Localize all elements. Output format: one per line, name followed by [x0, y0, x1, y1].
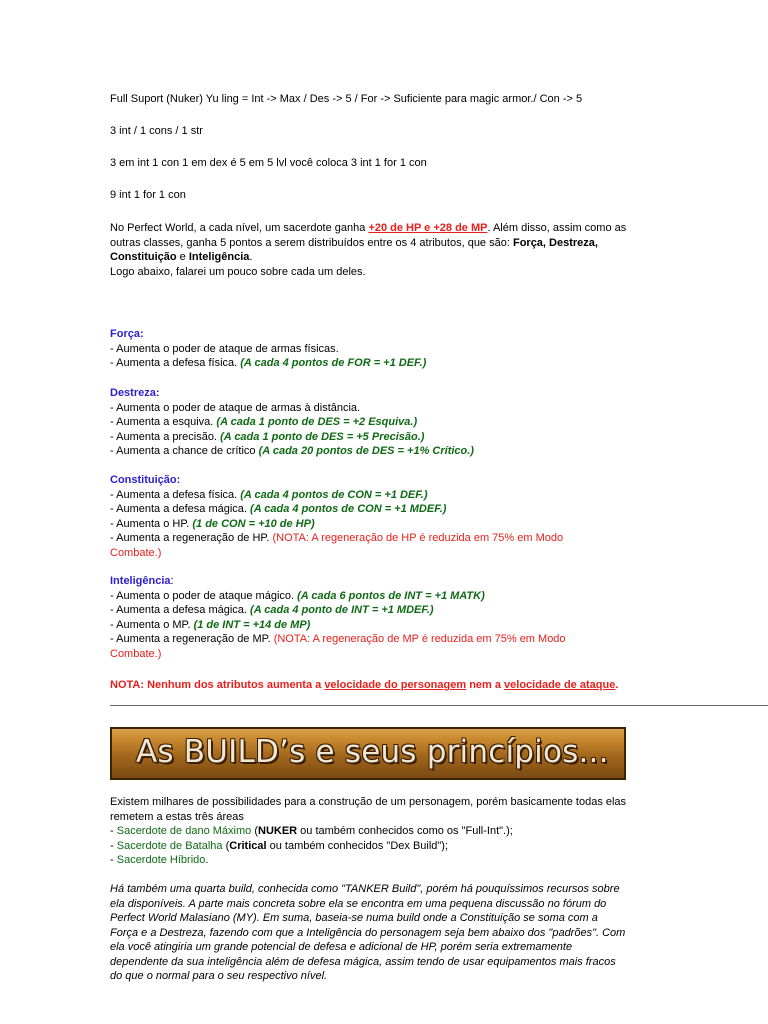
list-dash: - [110, 839, 117, 852]
paragraph-text: outras classes, ganha 5 pontos a serem distribuídos entre os 4 atributos, que são: [110, 236, 513, 249]
build-name: Sacerdote Híbrido [116, 854, 206, 866]
builds-text: . [205, 854, 209, 866]
inteligencia-item: - Aumenta o MP. [110, 618, 194, 631]
builds-text: ou também conhecidos como os "Full-Int".); [297, 825, 513, 837]
constituicao-item: - Aumenta a defesa física. [110, 488, 241, 501]
builds-text: ( [222, 839, 230, 852]
builds-text: ( [251, 825, 258, 837]
list-dash: - [110, 854, 117, 866]
nota-underline: velocidade de ataque [504, 679, 616, 691]
constituicao-item: - Aumenta a defesa mágica. [110, 503, 251, 515]
list-dash: - [110, 825, 117, 837]
inteligencia-note: (1 de INT = +14 de MP) [193, 618, 311, 631]
destreza-note: (A cada 1 ponto de DES = +5 Precisão.) [220, 430, 425, 443]
destreza-item: - Aumenta a esquiva. [110, 416, 217, 428]
speed-note [110, 678, 650, 693]
inteligencia-item: - Aumenta a regeneração de MP. [110, 633, 274, 645]
destreza-note: (A cada 20 pontos de DES = +1% Crítico.) [258, 445, 474, 457]
horizontal-divider [110, 705, 768, 706]
tanker-text: Há também uma quarta build, conhecida como "TANKER Build", porém há pouquíssimos recursos sobre [110, 883, 620, 895]
destreza-item: - Aumenta o poder de ataque de armas à distância. [110, 401, 361, 414]
tanker-paragraph [110, 882, 650, 984]
tanker-text: Perfect World Malasiano (MY). Em suma, baseia-se numa build onde a Constituição se soma com a [110, 912, 598, 924]
destreza-item: - Aumenta a chance de crítico [110, 445, 259, 457]
inteligencia-item: - Aumenta o poder de ataque mágico. [110, 589, 298, 602]
build-name: Sacerdote de dano Máximo [116, 825, 252, 837]
inteligencia-section [110, 574, 650, 661]
constituicao-note: (A cada 4 pontos de CON = +1 DEF.) [240, 488, 428, 501]
forca-item: - Aumenta a defesa física. [110, 357, 241, 369]
builds-banner-image [110, 727, 626, 780]
inteligencia-heading: Inteligência [110, 575, 171, 587]
constituicao-warning: (NOTA: A regeneração de HP é reduzida em 75% em Modo [272, 532, 564, 544]
destreza-note: (A cada 1 ponto de DES = +2 Esquiva.) [216, 416, 418, 428]
build-tag: Critical [229, 839, 267, 852]
paragraph-text: . [249, 251, 253, 263]
destreza-section [110, 386, 650, 459]
inteligencia-item: - Aumenta a defesa mágica. [110, 604, 251, 616]
inteligencia-note: (A cada 6 pontos de INT = +1 MATK) [297, 589, 485, 602]
builds-text: remetem a estas três áreas [110, 810, 244, 823]
destreza-heading: Destreza: [110, 387, 160, 399]
forca-item: - Aumenta o poder de ataque de armas físicas. [110, 342, 339, 355]
level-paragraph [110, 221, 650, 279]
constituicao-item: - Aumenta a regeneração de HP. [110, 532, 273, 544]
builds-text: Existem milhares de possibilidades para a construção de um personagem, porém basicamente todas elas [110, 796, 627, 808]
tanker-text: ela você atingiria um grande potencial de defesa e adicional de HP, porém seria extremamente [110, 941, 573, 953]
forca-heading: Força: [110, 328, 144, 340]
constituicao-section [110, 473, 650, 560]
intro-line-2: 3 int / 1 cons / 1 str [110, 125, 203, 137]
banner-title: As BUILD’s e seus princípios... [136, 734, 609, 770]
builds-text: ou também conhecidos "Dex Build"); [266, 839, 449, 852]
inteligencia-warning: Combate.) [110, 647, 162, 660]
tanker-text: do que o normal para o seu respectivo nível. [110, 970, 328, 982]
attribute-name: Constituição [110, 251, 177, 263]
paragraph-text: Logo abaixo, falarei um pouco sobre cada um deles. [110, 265, 366, 278]
build-tag: NUKER [258, 825, 298, 837]
inteligencia-note: (A cada 4 ponto de INT = +1 MDEF.) [250, 604, 434, 616]
forca-note: (A cada 4 pontos de FOR = +1 DEF.) [240, 357, 427, 369]
forca-section [110, 327, 650, 371]
hp-mp-highlight: +20 de HP e +28 de MP [368, 222, 488, 234]
nota-text: NOTA: Nenhum dos atributos aumenta a [110, 679, 325, 691]
destreza-item: - Aumenta a precisão. [110, 430, 221, 443]
inteligencia-warning: (NOTA: A regeneração de MP é reduzida em 75% em Modo [273, 633, 566, 645]
paragraph-text: . Além disso, assim como as [487, 222, 627, 234]
heading-colon: : [170, 575, 174, 587]
nota-text: . [615, 679, 619, 691]
nota-underline: velocidade do personagem [324, 679, 467, 691]
intro-line-4: 9 int 1 for 1 con [110, 189, 186, 201]
constituicao-note: (1 de CON = +10 de HP) [192, 517, 315, 530]
nota-text: nem a [466, 679, 505, 691]
builds-section [110, 795, 650, 868]
tanker-text: Força e a Destreza, fazendo com que a Inteligência do personagem seja bem abaixo dos "padrões". Com [110, 926, 626, 939]
attribute-name: Inteligência [188, 251, 250, 263]
tanker-text: ela disponíveis. A parte mais concreta sobre ela se encontra em uma pequena discussão no fórum do [110, 897, 607, 910]
intro-line-3: 3 em int 1 con 1 em dex é 5 em 5 lvl você coloca 3 int 1 for 1 con [110, 157, 427, 169]
constituicao-heading: Constituição: [110, 474, 181, 486]
paragraph-text: e [176, 251, 189, 263]
tanker-text: dependente da sua inteligência além de defesa mágica, assim tendo de usar equipamentos mais fracos [110, 955, 616, 968]
paragraph-text: No Perfect World, a cada nível, um sacerdote ganha [110, 222, 369, 234]
constituicao-note: (A cada 4 pontos de CON = +1 MDEF.) [250, 503, 447, 515]
constituicao-item: - Aumenta o HP. [110, 517, 193, 530]
intro-line-1: Full Suport (Nuker) Yu ling = Int -> Max / Des -> 5 / For -> Suficiente para magic armor./ Con -> 5 [110, 93, 583, 105]
build-name: Sacerdote de Batalha [116, 839, 223, 852]
attribute-names: Força, Destreza, [512, 236, 598, 249]
constituicao-warning: Combate.) [110, 546, 162, 559]
